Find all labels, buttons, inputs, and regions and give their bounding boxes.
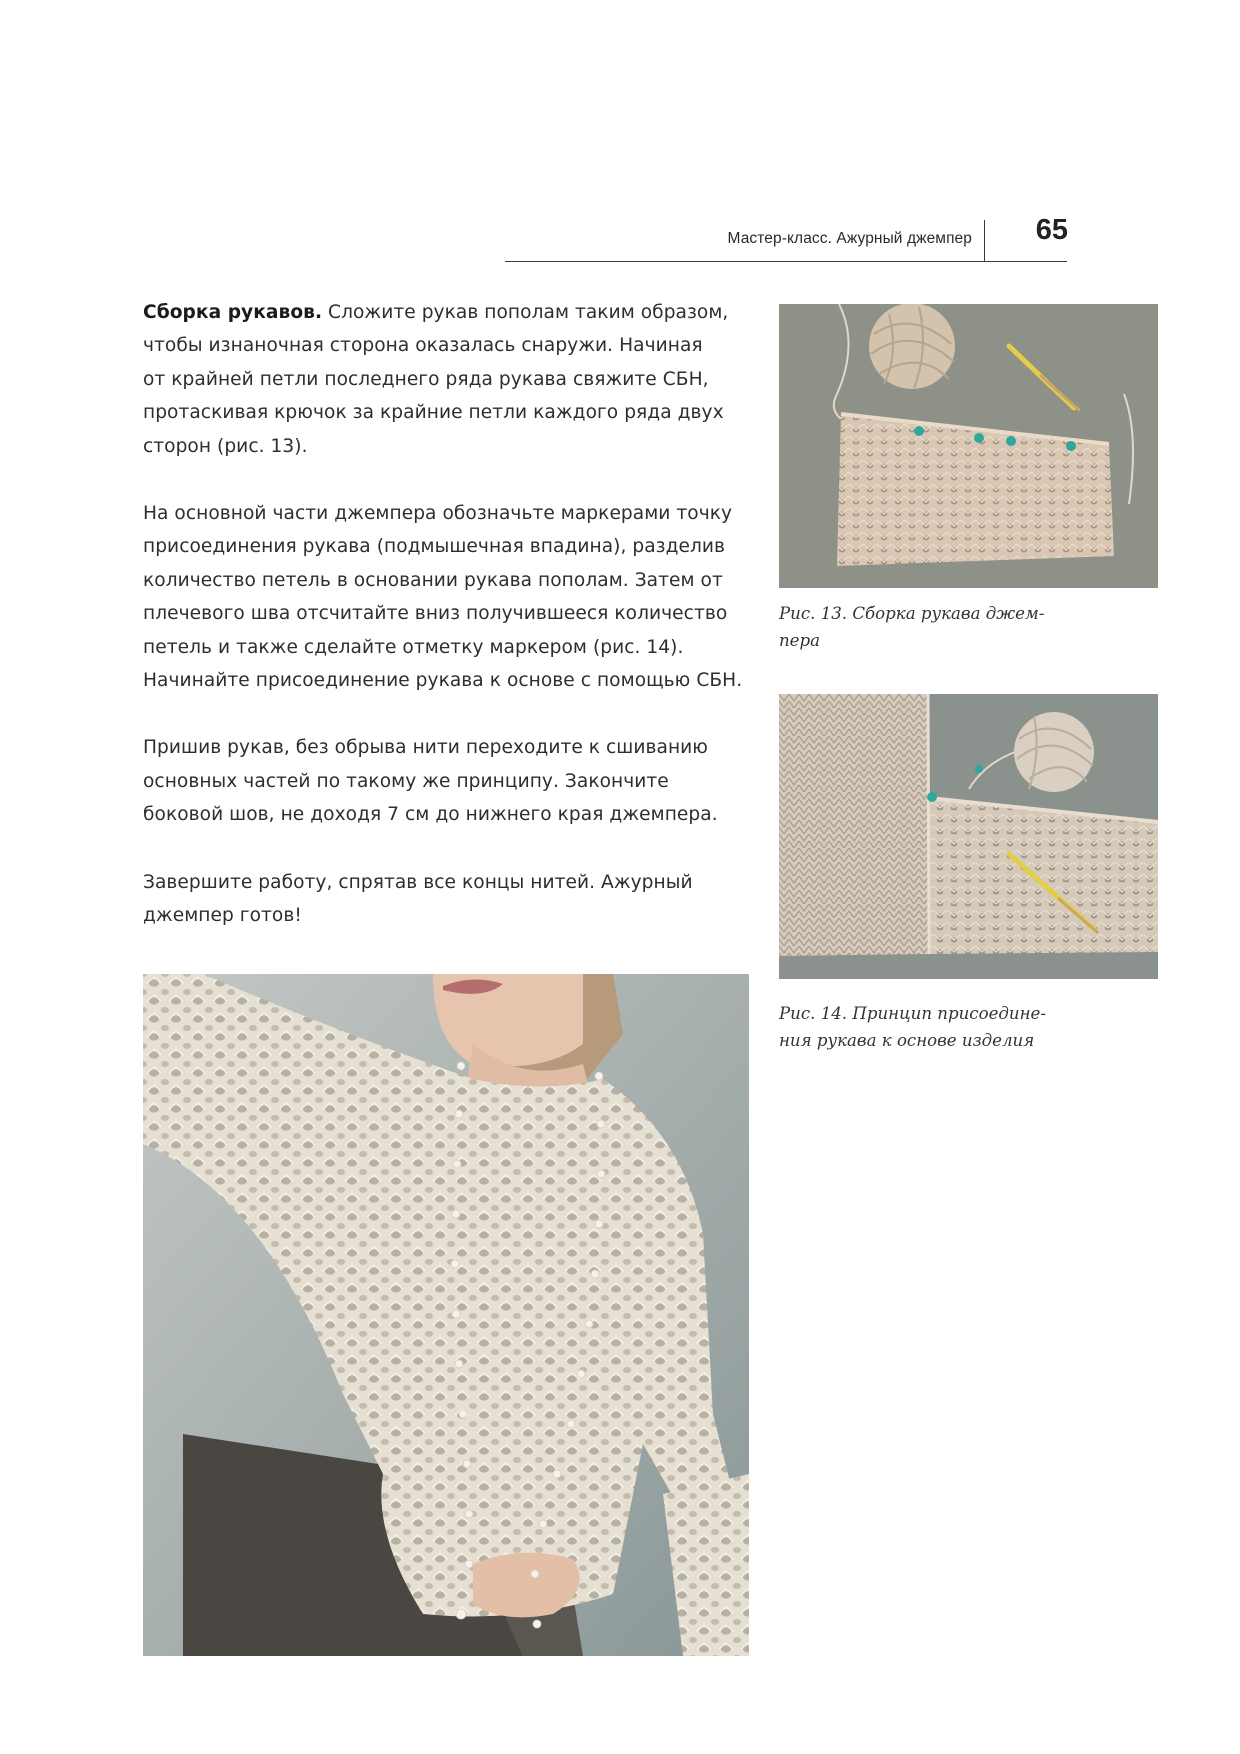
paragraph-heading: Сборка рукавов. [143,302,323,323]
figure-14-photo [779,694,1158,979]
body-text [143,296,755,967]
paragraph-finish: Завершите работу, спрятав все концы нитей. Ажурный джемпер готов! [143,871,693,927]
page-number: 65 [1035,214,1068,246]
figure-13-caption: Рис. 13. Сборка рукава джем- пера [779,604,1045,650]
header-rule [505,261,1067,262]
paragraph-side-seam: Пришив рукав, без обрыва нити переходите к сшиванию основных частей по такому же принципу. Закончите боковой шов, не доходя 7 см до нижнего края джемпера. [143,737,718,826]
running-header-title: Мастер-класс. Ажурный джемпер [727,230,972,247]
figure-14-caption: Рис. 14. Принцип присоедине- ния рукава к основе изделия [779,1004,1046,1050]
figure-13-photo [779,304,1158,588]
model-photo [143,974,749,1656]
paragraph-markers: На основной части джемпера обозначьте маркерами точку присоединения рукава (подмышечная впадина), разделив количество петель в основании рукава пополам. Затем от плечевого шва отсчитайте вниз получившееся количество петель и также сделайте отметку маркером (рис. 14). Начинайте присоединение рукава к основе с помощью СБН. [143,503,743,692]
paragraph-sleeve-assembly: Сборка рукавов. Сложите рукав пополам таким образом, чтобы изнаночная сторона оказалась снаружи. Начиная от крайней петли последнего ряда рукава свяжите СБН, протаскивая крючок за крайние петли каждого ряда двух сторон (рис. 13). [143,302,729,457]
header-divider [984,220,985,262]
